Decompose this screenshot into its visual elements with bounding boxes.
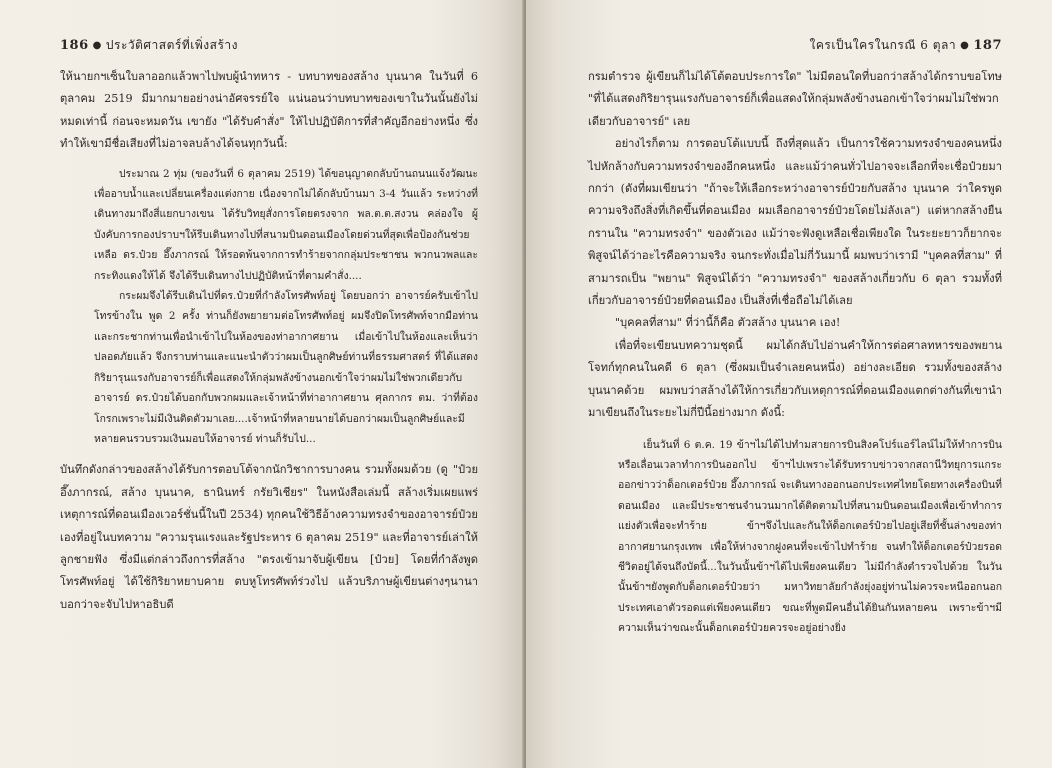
bullet-mark: ● <box>960 39 970 51</box>
block-quote <box>618 435 1002 639</box>
paragraph: อย่างไรก็ตาม การตอบโต้แบบนี้ ถึงที่สุดแล้ว เป็นการใช้ความทรงจำของคนหนึ่งไปหักล้างกับความทรงจำของอีกคนหนึ่ง และแม้ว่าคนทั่วไปอาจจะเลือกที่จะเชื่อป๋วยมากกว่า (ดังที่ผมเขียนว่า "ถ้าจะให้เลือกระหว่างอาจารย์ป๋วยกับสล้าง บุนนาค ว่าใครพูดความจริงถึงสิ่งที่เกิดขึ้นที่ดอนเมือง ผมเลือกอาจารย์ป๋วยโดยไม่ลังเล") แต่หากสล้างยืนกรานใน "ความทรงจำ" ของตัวเอง แม้ว่าจะฟังดูเหลือเชื่อเพียงใด ในระยะยาวก็ยากจะพิสูจน์ได้ว่าอะไรคือความจริง จนกระทั่งเมื่อไม่กี่วันมานี้ ผมพบว่าเรามี "บุคคลที่สาม" ที่สามารถเป็น "พยาน" พิสูจน์ได้ว่า "ความทรงจำ" ของสล้างเกี่ยวกับ 6 ตุลา รวมทั้งที่เกี่ยวกับอาจารย์ป๋วยที่ดอนเมือง เป็นสิ่งที่เชื่อถือไม่ได้เลย <box>588 137 1002 308</box>
paragraph: "บุคคลที่สาม" ที่ว่านี้ก็คือ ตัวสล้าง บุนนาค เอง! <box>614 316 841 330</box>
right-page <box>526 0 1052 768</box>
left-page <box>0 0 524 768</box>
book-title: ประวัติศาสตร์ที่เพิ่งสร้าง <box>105 37 238 52</box>
paragraph: ให้นายกฯเซ็นใบลาออกแล้วพาไปพบผู้นำทหาร - บทบาทของสล้าง บุนนาค ในวันที่ 6 ตุลาคม 2519 มีมากมายอย่างน่าอัศจรรย์ใจ แน่นอนว่าบทบาทของเขาในวันนั้นยังไม่หมดเท่านี้ ก่อนจะหมดวัน เขายัง "ได้รับคำสั่ง" ให้ไปปฏิบัติการที่สำคัญอีกอย่างหนึ่ง ซึ่งทำให้เขามีชื่อเสียงที่ไม่อาจลบล้างได้จนทุกวันนี้: <box>60 70 478 151</box>
right-body <box>588 66 1002 639</box>
left-body <box>60 66 478 616</box>
chapter-title: ใครเป็นใครในกรณี 6 ตุลา <box>809 37 957 52</box>
bullet-mark: ● <box>92 39 102 51</box>
page-number: 186 <box>60 37 89 53</box>
paragraph: เพื่อที่จะเขียนบทความชุดนี้ ผมได้กลับไปอ่านคำให้การต่อศาลทหารของพยานโจทก์ทุกคนในคดี 6 ตุลา (ซึ่งผมเป็นจำเลยคนหนึ่ง) อย่างละเอียด รวมทั้งของสล้าง บุนนาคด้วย ผมพบว่าสล้างได้ให้การเกี่ยวกับเหตุการณ์ที่ดอนเมืองแตกต่างกันที่เขานำมาเขียนถึงในระยะไม่กี่ปีนี้อย่างมาก ดังนี้: <box>588 338 1002 420</box>
quote-paragraph: เย็นวันที่ 6 ต.ค. 19 ข้าฯไม่ได้ไปทำมสายการบินสิงคโปร์แอร์ไลน์ไม่ให้ทำการบิน หรือเลื่อนเวลาทำการบินออกไป ข้าฯไปเพราะได้รับทราบข่าวจากสถานีวิทยุการแกระออกข่าวว่าด็อกเตอร์ป๋วย อึ๊งภากรณ์ จะเดินทางออกนอกประเทศไทยโดยทางเครื่องบินที่ดอนเมือง และมีประชาชนจำนวนมากได้ติดตามไปที่สนามบินดอนเมืองเพื่อเข้าทำการแย่งตัวเพื่อจะทำร้าย ข้าฯจึงไปและกันให้ด็อกเตอร์ป๋วยไปอยู่เสียที่ชั้นล่างของท่าอากาศยานกรุงเทพ เพื่อให้ห่างจากฝูงคนที่จะเข้าไปทำร้าย จนทำให้ด็อกเตอร์ป๋วยรอดชีวิตอยู่ได้จนถึงบัดนี้...ในวันนั้นข้าฯได้ไปเพียงคนเดียว ไม่มีกำลังตำรวจไปด้วย ในวันนั้นข้าฯยังพูดกับด็อกเตอร์ป๋วยว่า มหาวิทยาลัยกำลังยุ่งอยู่ท่านไม่ควรจะหนีออกนอกประเทศเอาตัวรอดแต่เพียงคนเดียว ขณะที่พูดมีคนอื่นได้ยินกันหลายคน เพราะข้าฯมีความเห็นว่าขณะนั้นด็อกเตอร์ป๋วยควรจะอยู่อย่างยิ่ง <box>618 438 1002 635</box>
running-head-left <box>60 34 478 56</box>
paragraph: บันทึกดังกล่าวของสล้างได้รับการตอบโต้จากนักวิชาการบางคน รวมทั้งผมด้วย (ดู "ป๋วย อึ๊งภากรณ์, สล้าง บุนนาค, ธานินทร์ กรัยวิเชียร" ในหนังสือเล่มนี้ สล้างเริ่มเผยแพร่เหตุการณ์ที่ดอนเมืองเวอร์ชั่นนี้ในปี 2534) ทุกคนใช้วิธีอ้างความทรงจำของอาจารย์ป๋วยเองที่อยู่ในบทความ "ความรุนแรงและรัฐประหาร 6 ตุลาคม 2519" และที่อาจารย์เล่าให้ลูกชายฟัง ซึ่งมีแต่กล่าวถึงการที่สล้าง "ตรงเข้ามาจับผู้เขียน [ป๋วย] โดยที่กำลังพูดโทรศัพท์อยู่ ได้ใช้กิริยาหยาบคาย ตบหูโทรศัพท์ร่วงไป แล้วบริภาษผู้เขียนต่างๆนานา บอกว่าจะจับไปหาอธิบดี <box>60 463 478 611</box>
page-number: 187 <box>973 37 1002 53</box>
block-quote <box>94 164 478 450</box>
quote-paragraph: ประมาณ 2 ทุ่ม (ของวันที่ 6 ตุลาคม 2519) ได้ขอนุญาตกลับบ้านถนนแจ้งวัฒนะ เพื่ออาบน้ำและเปลี่ยนเครื่องแต่งกาย เนื่องจากไม่ได้กลับบ้านมา 3-4 วันแล้ว ระหว่างที่เดินทางมาถึงสี่แยกบางเขน ได้รับวิทยุสั่งการโดยตรงจาก พล.ต.ต.สงวน คล่องใจ ผู้บังคับการกองปราบฯให้รีบเดินทางไปที่สนามบินดอนเมืองโดยด่วนที่สุดเพื่อป้องกันช่วยเหลือ ดร.ป๋วย อึ๊งภากรณ์ ให้รอดพ้นจากการทำร้ายจากกลุ่มประชาชน พวกนวพลและกระทิงแดงให้ได้ จึงได้รีบเดินทางไปปฏิบัติหน้าที่ตามคำสั่ง.... <box>94 167 478 282</box>
quote-paragraph: กระผมจึงได้รีบเดินไปที่ดร.ป๋วยที่กำลังโทรศัพท์อยู่ โดยบอกว่า อาจารย์ครับเข้าไปโทรข้างใน พูด 2 ครั้ง ท่านก็ยังพยายามต่อโทรศัพท์อยู่ ผมจึงปิดโทรศัพท์จากมือท่านและกระชากท่านเพื่อนำเข้าไปในห้องของท่าอากาศยาน เมื่อเข้าไปในห้องและเห็นว่าปลอดภัยแล้ว จึงกราบท่านและแนะนำตัวว่าผมเป็นลูกศิษย์ท่านที่ธรรมศาสตร์ ที่ได้แสดงกิริยารุนแรงกับอาจารย์ก็เพื่อแสดงให้กลุ่มพลังข้างนอกเข้าใจว่าผมไม่ใช่พวกเดียวกับอาจารย์ ดร.ป๋วยได้บอกกับพวกผมและเจ้าหน้าที่ท่าอากาศยาน ศุลกากร ตม. ว่าที่ต้องโกรกเพราะไม่มีเงินติดตัวมาเลย....เจ้าหน้าที่หลายนายได้บอกว่าผมเป็นลูกศิษย์และมีหลายคนรวบรวมเงินมอบให้อาจารย์ ท่านก็รับไป... <box>94 290 478 445</box>
running-head-right <box>588 34 1002 56</box>
paragraph: กรมตำรวจ ผู้เขียนก็ไม่ได้โต้ตอบประการใด" ไม่มีตอนใดที่บอกว่าสล้างได้กราบขอโทษ "ที่ได้แสดงกิริยารุนแรงกับอาจารย์ก็เพื่อแสดงให้กลุ่มพลังข้างนอกเข้าใจว่าผมไม่ใช่พวกเดียวกับอาจารย์" เลย <box>588 70 1002 128</box>
